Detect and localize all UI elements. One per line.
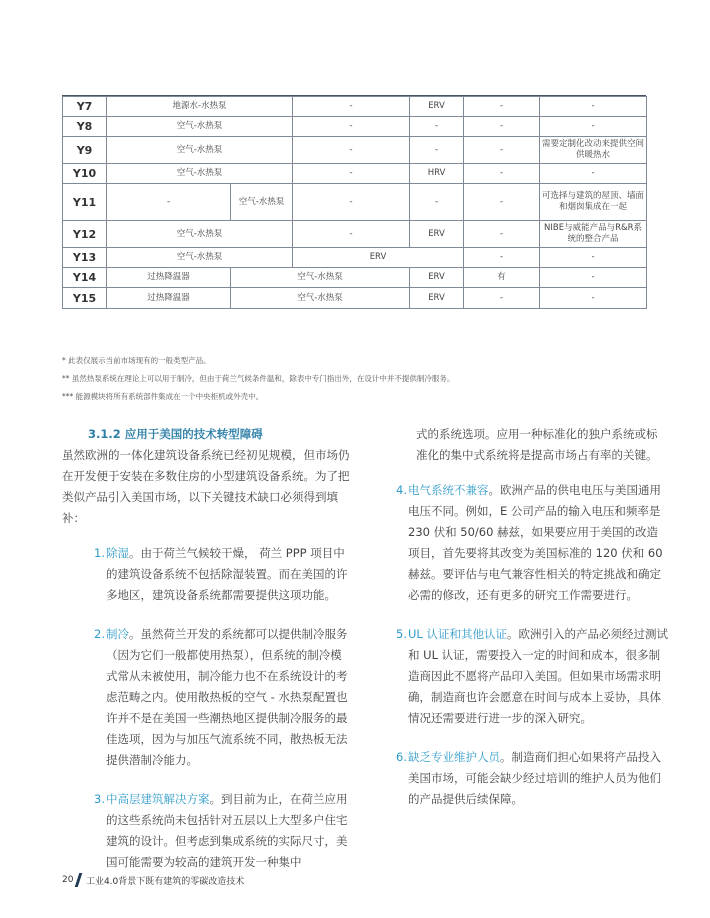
table-row [63,248,647,268]
item-body [408,747,668,810]
table-cell: - [464,164,540,184]
table-cell: - [464,288,540,309]
row-id-cell: Y14 [63,268,107,288]
table-notes [62,352,662,406]
table-cell: 过热降温器 [107,288,231,309]
table-cell: - [540,288,647,309]
table-cell: - [293,221,410,248]
item-text: 。制造商们担心如果将产品投入美国市场，可能会缺少经过培训的维护人员为他们的产品提供后续保障。 [408,750,661,806]
item-body [106,624,350,771]
row-id-cell: Y15 [63,288,107,309]
table-cell: - [293,117,410,137]
table-cell: 有 [464,268,540,288]
table-cell: - [464,221,540,248]
item-body [408,480,668,606]
row-id-cell: Y11 [63,184,107,221]
table-cell: - [540,164,647,184]
table-cell: ERV [293,248,464,268]
item-number: 4. [396,483,407,497]
table-row [63,97,647,117]
right-column [396,424,668,828]
row-id-cell: Y8 [63,117,107,137]
table-cell: 过热降温器 [107,268,231,288]
right-list [396,480,668,810]
table-cell: - [293,184,410,221]
page-number: 20 [62,875,74,885]
item-text: 。欧洲产品的供电电压与美国通用电压不同。例如，E 公司产品的输入电压和频率是 230 伏和 50/60 赫兹，如果要应用于美国的改造项目，首先要将其改变为美国标准的 120 伏和 60 赫兹。要评估与电气兼容性相关的特定挑战和确定必需的修改，还有更多的研究工作需要进行。 [408,483,663,602]
table-cell: - [540,117,647,137]
item-text: 。欧洲引入的产品必须经过测试和 UL 认证，需要投入一定的时间和成本，很多制造商因此不愿将产品印入美国。但如果市场需求明确，制造商也许会愿意在时间与成本上妥协，具体情况还需要进行进一步的深入研究。 [408,627,668,725]
item-number: 2. [94,627,105,641]
table-cell: 空气-水热泵 [231,268,410,288]
table-row [63,288,647,309]
table-cell: - [410,117,464,137]
table-row [63,117,647,137]
item-text: 。由于荷兰气候较干燥， 荷兰 PPP 项目中的建筑设备系统不包括除湿装置。而在美国的许多地区，建筑设备系统都需要提供这项功能。 [106,546,348,602]
table-cell: - [410,184,464,221]
table-cell: ERV [410,288,464,309]
numbered-item [396,624,668,729]
table-row [63,184,647,221]
item-body [106,789,350,873]
item-number: 6. [396,750,407,764]
table-cell: 空气-水热泵 [231,288,410,309]
item-body [408,624,668,729]
table-cell: 空气-水热泵 [107,248,293,268]
table-cell: - [293,97,410,117]
numbered-item [396,480,668,606]
row-id-cell: Y7 [63,97,107,117]
row-id-cell: Y13 [63,248,107,268]
item-text: 。到目前为止，在荷兰应用的这些系统尚未包括针对五层以上大型多户住宅建筑的设计。但考虑到集成系统的实际尺寸，美国可能需要为较高的建筑开发一种集中 [106,792,348,869]
numbered-item [94,624,350,771]
item-body [106,543,350,606]
table-cell: 空气-水热泵 [107,117,293,137]
table-cell: HRV [410,164,464,184]
table-cell: - [464,137,540,164]
left-column [62,424,350,891]
table-cell: - [410,137,464,164]
row-id-cell: Y12 [63,221,107,248]
section-intro: 虽然欧洲的一体化建筑设备系统已经初见规模，但市场仍在开发便于安装在多数住房的小型建筑设备系统。为了把类似产品引入美国市场，以下关键技术缺口必须得到填补： [62,448,350,525]
table-cell: - [540,97,647,117]
table-cell: 可选择与建筑的屋顶、墙面和烟囱集成在一起 [540,184,647,221]
row-id-cell: Y10 [63,164,107,184]
page-footer [62,873,244,887]
item-keyword: 除湿 [106,546,129,560]
footer-title: 工业4.0背景下既有建筑的零碳改造技术 [85,876,245,887]
table-cell: ERV [410,97,464,117]
item-number: 1. [94,546,105,560]
left-list [62,543,350,873]
continuation-text: 式的系统选项。应用一种标准化的独户系统或标准化的集中式系统将是提高市场占有率的关键。 [416,427,658,462]
note-line: *** 能源模块将所有系统部件集成在一个中央柜机或外壳中。 [62,392,264,401]
table-cell: - [464,184,540,221]
table-cell: - [464,97,540,117]
table-cell: ERV [410,268,464,288]
table-cell: - [293,164,410,184]
item-keyword: UL 认证和其他认证 [408,627,507,641]
item-keyword: 中高层建筑解决方案 [106,792,210,806]
table-cell: 空气-水热泵 [107,137,293,164]
table-cell: 空气-水热泵 [107,221,293,248]
table-cell: NIBE与威能产品与R&R系统的整合产品 [540,221,647,248]
item-keyword: 制冷 [106,627,129,641]
footer-slash-mark [75,873,82,887]
table-row [63,221,647,248]
item-keyword: 电气系统不兼容 [408,483,489,497]
table-cell: - [464,248,540,268]
table-cell: - [293,137,410,164]
table-cell: ERV [410,221,464,248]
table-cell: 空气-水热泵 [107,164,293,184]
table-cell: 需要定制化改动来提供空间供暖热水 [540,137,647,164]
table-cell: - [540,248,647,268]
item-number: 3. [94,792,105,806]
table-row [63,164,647,184]
item-number: 5. [396,627,407,641]
numbered-item [94,543,350,606]
numbered-item [94,789,350,873]
table-row [63,268,647,288]
table-cell: 空气-水热泵 [231,184,293,221]
note-line: ** 虽然热泵系统在理论上可以用于制冷，但由于荷兰气候条件温和，除表中专门指出外，在设计中并不提供制冷服务。 [62,374,455,383]
item-text: 。虽然荷兰开发的系统都可以提供制冷服务（因为它们一般都使用热泵），但系统的制冷模式常从未被使用，制冷能力也不在系统设计的考虑范畴之内。使用散热板的空气 - 水热泵配置也许并不是在美国一些潮热地区提供制冷服务的最佳选项，因为与加压气流系统不同，散热板无法提供潜制冷能力。 [106,627,348,767]
table-cell: - [464,117,540,137]
table-row [63,137,647,164]
table-cell: - [540,268,647,288]
section-heading: 3.1.2 应用于美国的技术转型障碍 [88,427,263,441]
note-line: * 此表仅展示当前市场现有的一般类型产品。 [62,356,211,365]
item-keyword: 缺乏专业维护人员 [408,750,500,764]
table-cell: - [107,184,231,221]
system-table [62,96,647,309]
numbered-item [396,747,668,810]
row-id-cell: Y9 [63,137,107,164]
table-cell: 地源水-水热泵 [107,97,293,117]
